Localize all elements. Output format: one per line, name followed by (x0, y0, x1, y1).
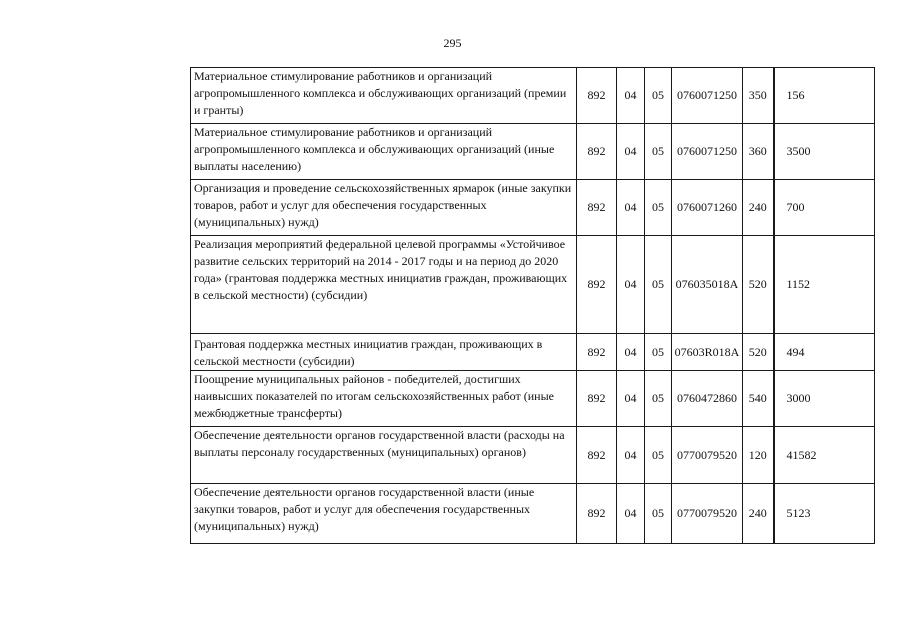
amount: 494 (774, 334, 875, 371)
ministry-code: 892 (577, 180, 617, 236)
row-description: Грантовая поддержка местных инициатив граждан, проживающих в сельской местности (субсидии) (191, 334, 577, 371)
amount: 3000 (774, 371, 875, 427)
table-row (191, 334, 875, 371)
row-description: Обеспечение деятельности органов государственной власти (расходы на выплаты персоналу государственных (муниципальных) органов) (191, 427, 577, 484)
page-number: 295 (443, 36, 462, 50)
subsection-code: 05 (645, 236, 672, 334)
table-row (191, 427, 875, 484)
section-code: 04 (617, 334, 645, 371)
amount: 1152 (774, 236, 875, 334)
section-code: 04 (617, 236, 645, 334)
budget-table (190, 67, 875, 544)
ministry-code: 892 (577, 124, 617, 180)
amount: 5123 (774, 484, 875, 544)
row-description: Материальное стимулирование работников и организаций агропромышленного комплекса и обслуживающих организаций (иные выплаты населению) (191, 124, 577, 180)
ministry-code: 892 (577, 236, 617, 334)
expense-type-code: 240 (743, 180, 774, 236)
row-description: Обеспечение деятельности органов государственной власти (иные закупки товаров, работ и услуг для обеспечения государственных (муниципальных) нужд) (191, 484, 577, 544)
target-item-code: 0760071250 (672, 124, 743, 180)
expense-type-code: 350 (743, 68, 774, 124)
section-code: 04 (617, 180, 645, 236)
amount: 3500 (774, 124, 875, 180)
amount: 41582 (774, 427, 875, 484)
row-description: Поощрение муниципальных районов - победителей, достигших наивысших показателей по итогам сельскохозяйственных работ (иные межбюджетные трансферты) (191, 371, 577, 427)
target-item-code: 0760071260 (672, 180, 743, 236)
target-item-code: 0760472860 (672, 371, 743, 427)
ministry-code: 892 (577, 334, 617, 371)
expense-type-code: 360 (743, 124, 774, 180)
section-code: 04 (617, 371, 645, 427)
ministry-code: 892 (577, 484, 617, 544)
row-description: Организация и проведение сельскохозяйственных ярмарок (иные закупки товаров, работ и услуг для обеспечения государственных (муниципальных) нужд) (191, 180, 577, 236)
table-row (191, 68, 875, 124)
subsection-code: 05 (645, 180, 672, 236)
subsection-code: 05 (645, 124, 672, 180)
expense-type-code: 520 (743, 236, 774, 334)
expense-type-code: 520 (743, 334, 774, 371)
target-item-code: 0770079520 (672, 484, 743, 544)
table-row (191, 124, 875, 180)
section-code: 04 (617, 484, 645, 544)
ministry-code: 892 (577, 371, 617, 427)
subsection-code: 05 (645, 427, 672, 484)
ministry-code: 892 (577, 427, 617, 484)
expense-type-code: 240 (743, 484, 774, 544)
table-row (191, 236, 875, 334)
target-item-code: 0760071250 (672, 68, 743, 124)
expense-type-code: 120 (743, 427, 774, 484)
table-row (191, 180, 875, 236)
row-description: Реализация мероприятий федеральной целевой программы «Устойчивое развитие сельских территорий на 2014 - 2017 годы и на период до 2020 года» (грантовая поддержка местных инициатив граждан, проживающих в сельской местности) (субсидии) (191, 236, 577, 334)
section-code: 04 (617, 427, 645, 484)
amount: 156 (774, 68, 875, 124)
amount: 700 (774, 180, 875, 236)
target-item-code: 076035018А (672, 236, 743, 334)
subsection-code: 05 (645, 68, 672, 124)
subsection-code: 05 (645, 484, 672, 544)
ministry-code: 892 (577, 68, 617, 124)
section-code: 04 (617, 124, 645, 180)
expense-type-code: 540 (743, 371, 774, 427)
table-row (191, 371, 875, 427)
target-item-code: 07603R018А (672, 334, 743, 371)
row-description: Материальное стимулирование работников и организаций агропромышленного комплекса и обслуживающих организаций (премии и гранты) (191, 68, 577, 124)
table-row (191, 484, 875, 544)
section-code: 04 (617, 68, 645, 124)
target-item-code: 0770079520 (672, 427, 743, 484)
subsection-code: 05 (645, 334, 672, 371)
subsection-code: 05 (645, 371, 672, 427)
